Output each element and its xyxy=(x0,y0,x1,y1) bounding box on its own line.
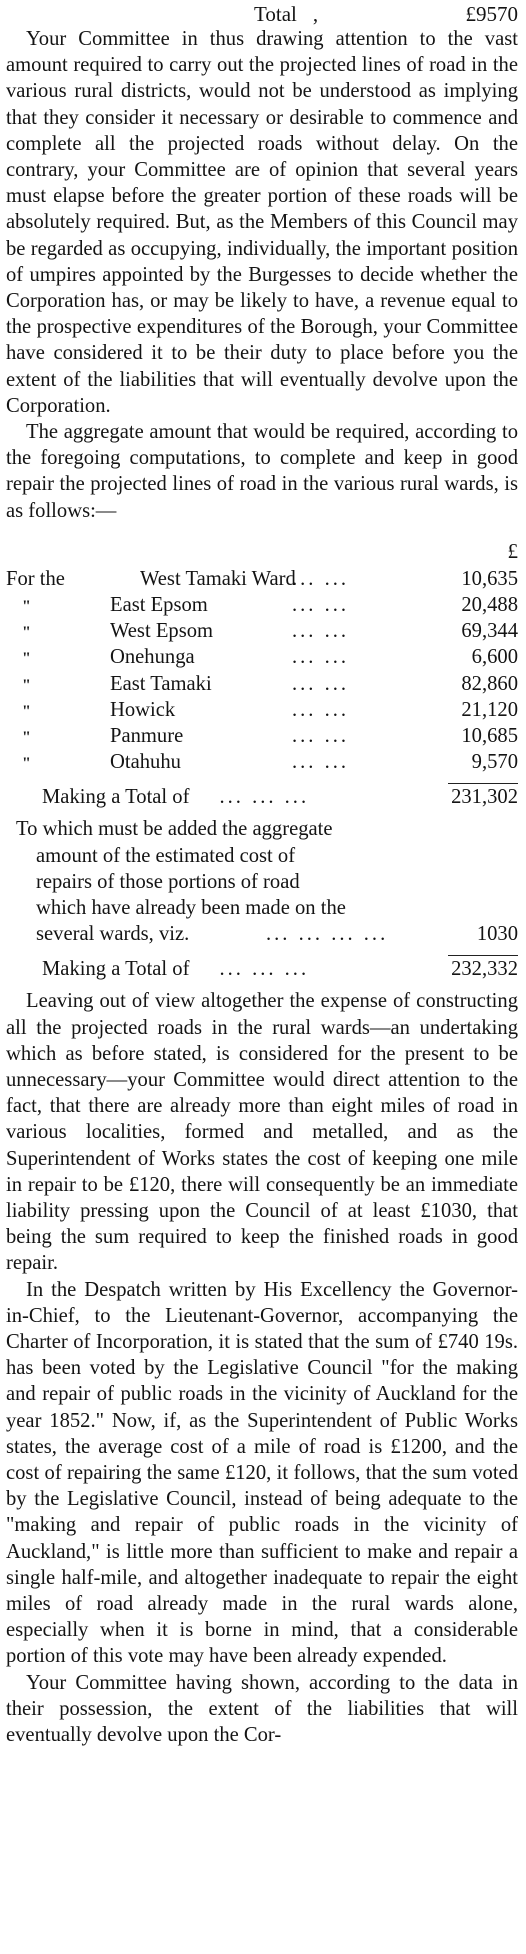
dot-leader: ... ... ... ... xyxy=(266,923,389,946)
ward-value: 82,860 xyxy=(461,672,518,695)
subtotal-row xyxy=(6,784,518,814)
ward-value: 10,635 xyxy=(461,567,518,590)
ditto-mark: " xyxy=(22,676,31,694)
grand-total-label: Making a Total of xyxy=(42,958,190,981)
table-row xyxy=(6,749,518,775)
paragraph-liabilities: Your Committee having shown, according to the data in their possession, the extent of the liabilities that will eventually devolve upon the Cor- xyxy=(6,1671,518,1747)
table-row xyxy=(6,671,518,697)
subtotal-value: 231,302 xyxy=(451,786,518,809)
dot-leader: ... ... xyxy=(292,646,350,669)
ward-name: East Tamaki xyxy=(110,672,212,695)
ditto-mark: " xyxy=(22,650,31,668)
ward-value: 20,488 xyxy=(461,594,518,617)
dot-leader: ... ... xyxy=(292,567,350,590)
ward-name: Onehunga xyxy=(110,646,195,669)
ward-cost-table xyxy=(6,566,518,987)
ditto-mark: " xyxy=(22,702,31,720)
dot-leader: ... ... ... xyxy=(219,958,310,981)
dot-leader: ... ... xyxy=(292,620,350,643)
ditto-mark: " xyxy=(22,624,31,642)
subtotal-label: Making a Total of xyxy=(42,786,190,809)
table-row xyxy=(6,697,518,723)
paragraph-despatch: In the Despatch written by His Excellency the Governor-in-Chief, to the Lieutenant-Governor, accompanying the Charter of Incorporation, it is stated that the sum of £740 19s. has been voted by the Legislative Council "for the making and repair of public roads in the vicinity of Auckland for the year 1852." Now, if, as the Superintendent of Public Works states, the average cost of a mile of road is £1200, and the cost of repairing the same £120, it follows, that the sum voted by the Legislative Council, instead of being adequate to the "making and repair of public roads in the vicinity of Auckland," is little more than sufficient to make and repair a single half-mile, and altogether inadequate to repair the eight miles of road already made in the rural wards alone, especially when it is borne in mind, that a considerable portion of this vote may have been already expended. xyxy=(6,1278,518,1668)
currency-header: £ xyxy=(507,538,518,563)
grand-total-row xyxy=(6,956,518,986)
ditto-mark: " xyxy=(22,755,31,773)
dot-leader: ... ... xyxy=(292,751,350,774)
ward-name: East Epsom xyxy=(110,594,208,617)
paragraph-committee-attention: Your Committee in thus drawing attention to the vast amount required to carry out the projected lines of road in the various rural districts, would not be understood as implying that they consider it necessary or desirable to commence and complete all the projected roads without delay. On the contrary, your Committee are of opinion that several years must elapse before the greater portion of these roads will be absolutely required. But, as the Members of this Council may be regarded as occupying, individually, the important position of umpires appointed by the Burgesses to decide whether the Corporation has, or may be likely to have, a revenue equal to the prospective expenditures of the Borough, your Committee have considered it to be their duty to place before you the extent of the liabilities that will eventually devolve upon the Corporation. xyxy=(6,28,518,417)
ward-value: 9,570 xyxy=(471,751,518,774)
ward-value: 21,120 xyxy=(461,698,518,721)
table-row xyxy=(6,723,518,749)
ward-value: 69,344 xyxy=(461,620,518,643)
total-comma: , xyxy=(312,2,319,26)
addition-text: To which must be added the aggregate amount of the estimated cost of repairs of those portions of road which have already been made on the several wards, viz. xyxy=(16,818,346,946)
total-amount: £9570 xyxy=(465,2,518,26)
paragraph-existing-roads: Leaving out of view altogether the expense of constructing all the projected roads in the rural wards—an undertaking which as before stated, is considered for the present to be unnecessary—your Committee would direct attention to the fact, that there are already more than eight miles of road in various localities, formed and metalled, and as the Superintendent of Works states the cost of keeping one mile in repair to be £120, there will consequently be an immediate liability pressing upon the Council of at least £1030, that being the sum required to keep the finished roads in good repair. xyxy=(6,990,518,1275)
grand-total-value: 232,332 xyxy=(451,958,518,981)
ditto-mark: " xyxy=(22,728,31,746)
total-header xyxy=(6,2,518,26)
table-row xyxy=(6,618,518,644)
dot-leader: ... ... xyxy=(292,724,350,747)
ward-name: West Epsom xyxy=(110,620,214,643)
ditto-mark: " xyxy=(22,598,31,616)
dot-leader: ... ... ... xyxy=(219,786,310,809)
row-prefix: For the xyxy=(6,567,65,590)
table-row xyxy=(6,592,518,618)
ward-name: Howick xyxy=(110,698,176,721)
ward-name: West Tamaki Ward xyxy=(140,567,296,590)
ward-value: 10,685 xyxy=(461,724,518,747)
dot-leader: ... ... xyxy=(292,672,350,695)
table-row xyxy=(6,566,518,592)
total-label: Total xyxy=(254,2,297,26)
dot-leader: ... ... xyxy=(292,698,350,721)
dot-leader: ... ... xyxy=(292,594,350,617)
ward-name: Panmure xyxy=(110,724,184,747)
paragraph-aggregate-amount: The aggregate amount that would be required, according to the foregoing computations, to complete and keep in good repair the projected lines of road in the various rural wards, is as follows:— xyxy=(6,421,518,522)
ward-name: Otahuhu xyxy=(110,751,181,774)
table-row xyxy=(6,644,518,670)
repairs-addition-row xyxy=(6,816,518,947)
addition-value: 1030 xyxy=(476,923,518,946)
ward-value: 6,600 xyxy=(471,646,518,669)
